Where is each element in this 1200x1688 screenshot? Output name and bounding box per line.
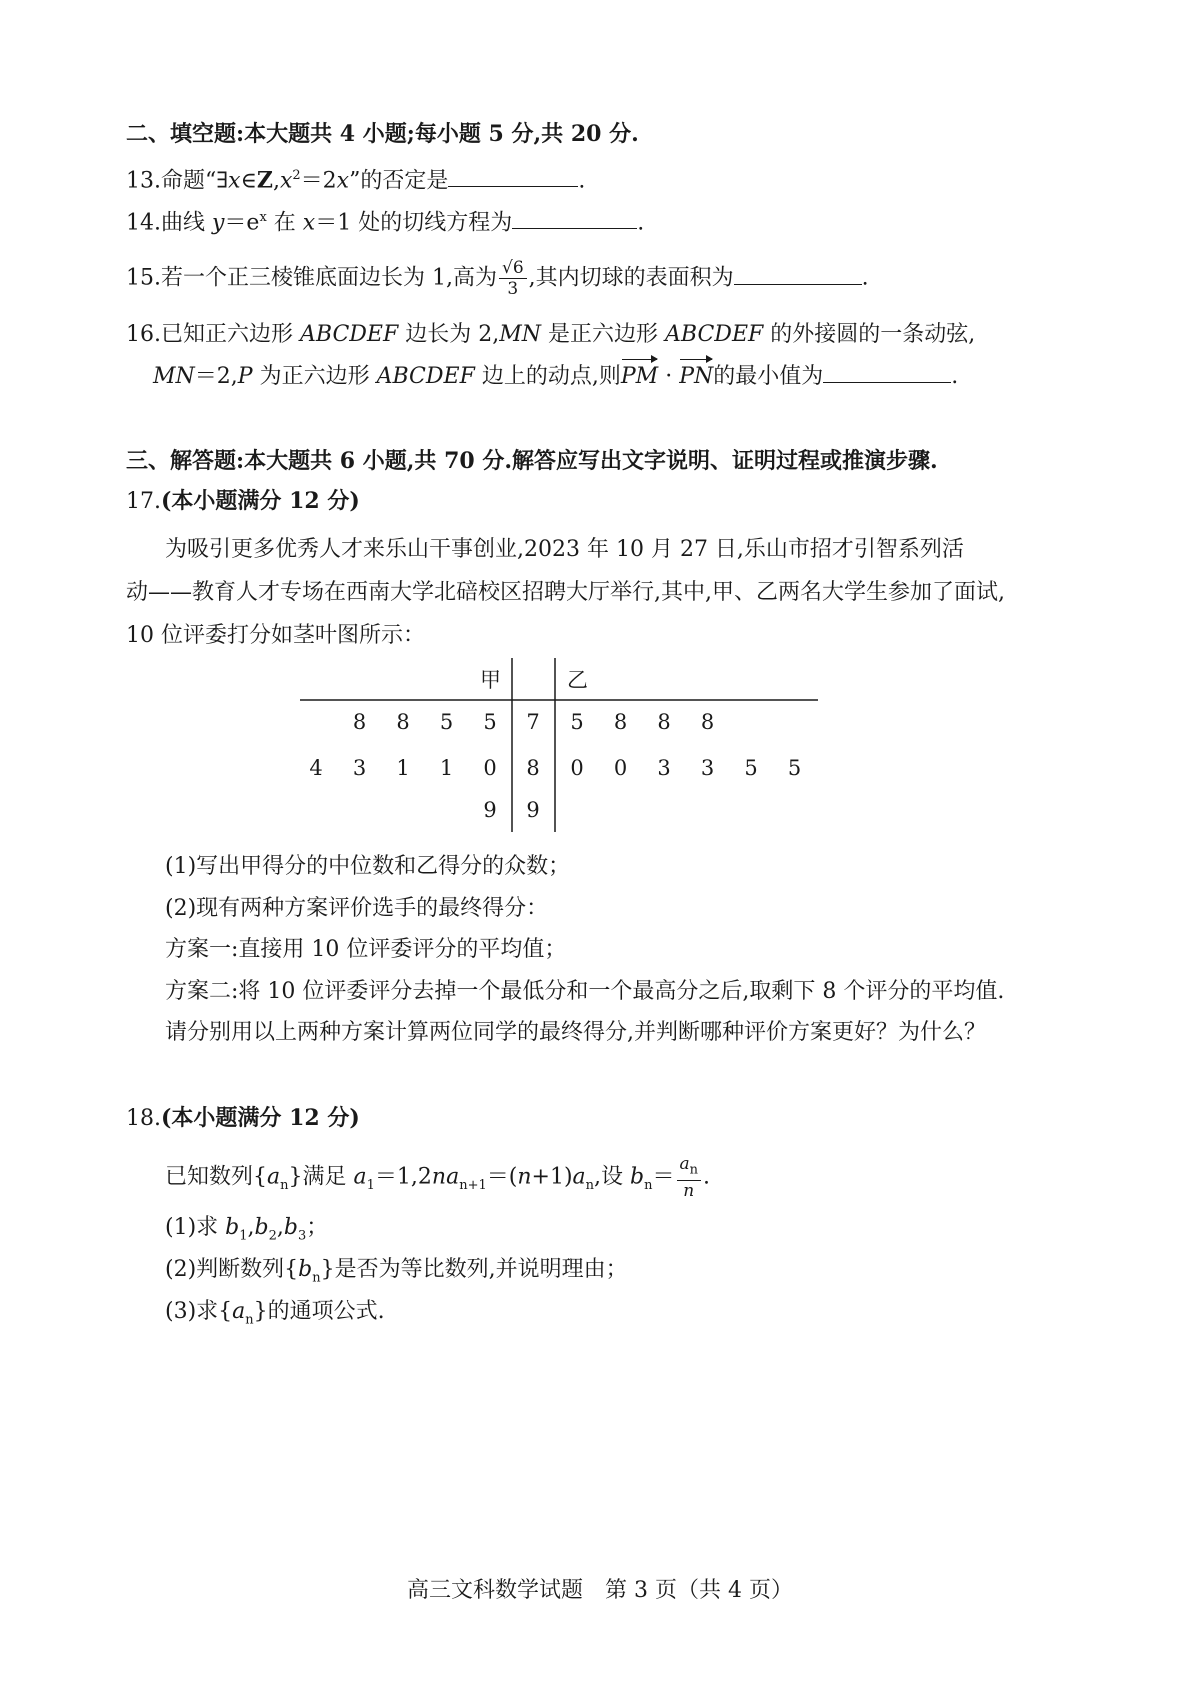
leaf-value-jia: 5 bbox=[439, 710, 454, 734]
question-17-sub-1: (1)写出甲得分的中位数和乙得分的众数； bbox=[165, 854, 571, 879]
question-17-ask: 请分别用以上两种方案计算两位同学的最终得分,并判断哪种评价方案更好？为什么？ bbox=[165, 1020, 986, 1045]
question-17-title: 17.(本小题满分 12 分) bbox=[126, 488, 360, 514]
question-18-sub-1: (1)求 $b_1,b_2,b_3$； bbox=[165, 1215, 329, 1244]
question-18-title: 18.(本小题满分 12 分) bbox=[126, 1105, 360, 1131]
leaf-value-yi: 8 bbox=[657, 710, 671, 734]
stem-leaf-lines bbox=[300, 658, 820, 834]
question-16-line-2: MN＝2,P 为正六边形 ABCDEF 边上的动点,则PM · PN的最小值为 . bbox=[153, 362, 958, 392]
leaf-value-jia: 4 bbox=[309, 756, 323, 780]
question-17-para-2: 动——教育人才专场在西南大学北碚校区招聘大厅举行,其中,甲、乙两名大学生参加了面试, bbox=[126, 580, 1005, 605]
stem-leaf-label-yi: 乙 bbox=[567, 668, 588, 692]
leaf-value-jia: 8 bbox=[352, 710, 367, 734]
fraction-sqrt6-over-3: $\frac{√6}{3}$ bbox=[499, 258, 527, 299]
stem-value: 7 bbox=[526, 710, 540, 734]
leaf-value-yi: 0 bbox=[570, 756, 584, 780]
section-3-header: 三、解答题:本大题共 6 小题,共 70 分.解答应写出文字说明、证明过程或推演步骤. bbox=[126, 448, 938, 474]
question-18-statement: 已知数列$\{a_n\}$满足 $a_1=1,2na_{n+1}=(n+1)a_n$,设 $b_n=$ $\frac{a_n}{n}$ . bbox=[165, 1154, 711, 1202]
question-15: 15.若一个正三棱锥底面边长为 1,高为 $\frac{√6}{3}$ ,其内切球的表面积为 . bbox=[126, 258, 869, 299]
vector-pm: PM bbox=[621, 362, 658, 392]
leaf-value-yi: 5 bbox=[570, 710, 584, 734]
answer-blank-13 bbox=[448, 168, 578, 187]
question-17-para-1: 为吸引更多优秀人才来乐山干事创业,2023 年 10 月 27 日,乐山市招才引智系列活 bbox=[165, 537, 964, 562]
question-17-plan-2: 方案二:将 10 位评委评分去掉一个最低分和一个最高分之后,取剩下 8 个评分的平均值. bbox=[165, 979, 1005, 1004]
page-footer: 高三文科数学试题 第 3 页（共 4 页） bbox=[407, 1578, 793, 1603]
leaf-value-yi: 5 bbox=[744, 756, 758, 780]
question-16-line-1: 16.已知正六边形 ABCDEF 边长为 2,MN 是正六边形 ABCDEF 的外接圆的一条动弦, bbox=[126, 322, 976, 347]
vector-pn: PN bbox=[679, 362, 713, 392]
leaf-value-jia: 8 bbox=[396, 710, 410, 734]
leaf-value-yi: 0 bbox=[613, 756, 628, 780]
answer-blank-16 bbox=[823, 364, 951, 383]
leaf-value-jia: 1 bbox=[439, 756, 454, 780]
question-17-plan-1: 方案一:直接用 10 位评委评分的平均值； bbox=[165, 937, 567, 962]
leaf-value-yi: 3 bbox=[657, 756, 671, 780]
stem-value: 8 bbox=[526, 756, 540, 780]
question-14: 14.曲线 $y=e^x$ 在 x＝1 处的切线方程为 . bbox=[126, 210, 645, 236]
question-18-sub-3: (3)求$\{a_n\}$的通项公式. bbox=[165, 1299, 385, 1328]
answer-blank-14 bbox=[512, 210, 637, 229]
question-18-sub-2: (2)判断数列$\{b_n\}$是否为等比数列,并说明理由； bbox=[165, 1257, 628, 1286]
fraction-an-over-n: $\frac{a_n}{n}$ bbox=[677, 1154, 702, 1201]
question-13: 13.命题“$\exists x\in Z,x^2=2x$”的否定是 . bbox=[126, 167, 586, 194]
leaf-value-yi: 3 bbox=[700, 756, 715, 780]
leaf-value-jia: 9 bbox=[483, 798, 497, 822]
leaf-value-jia: 5 bbox=[483, 710, 497, 734]
answer-blank-15 bbox=[734, 266, 862, 285]
stem-value: 9 bbox=[526, 798, 540, 822]
leaf-value-jia: 0 bbox=[483, 756, 497, 780]
stem-leaf-plot bbox=[300, 658, 820, 834]
question-17-para-3: 10 位评委打分如茎叶图所示： bbox=[126, 623, 425, 648]
stem-leaf-label-jia: 甲 bbox=[480, 668, 501, 692]
leaf-value-yi: 8 bbox=[613, 710, 628, 734]
leaf-value-jia: 1 bbox=[396, 756, 410, 780]
leaf-value-yi: 8 bbox=[700, 710, 715, 734]
leaf-value-yi: 5 bbox=[787, 756, 802, 780]
leaf-value-jia: 3 bbox=[352, 756, 367, 780]
section-2-header: 二、填空题:本大题共 4 小题;每小题 5 分,共 20 分. bbox=[126, 121, 639, 147]
question-17-sub-2: (2)现有两种方案评价选手的最终得分： bbox=[165, 896, 549, 921]
